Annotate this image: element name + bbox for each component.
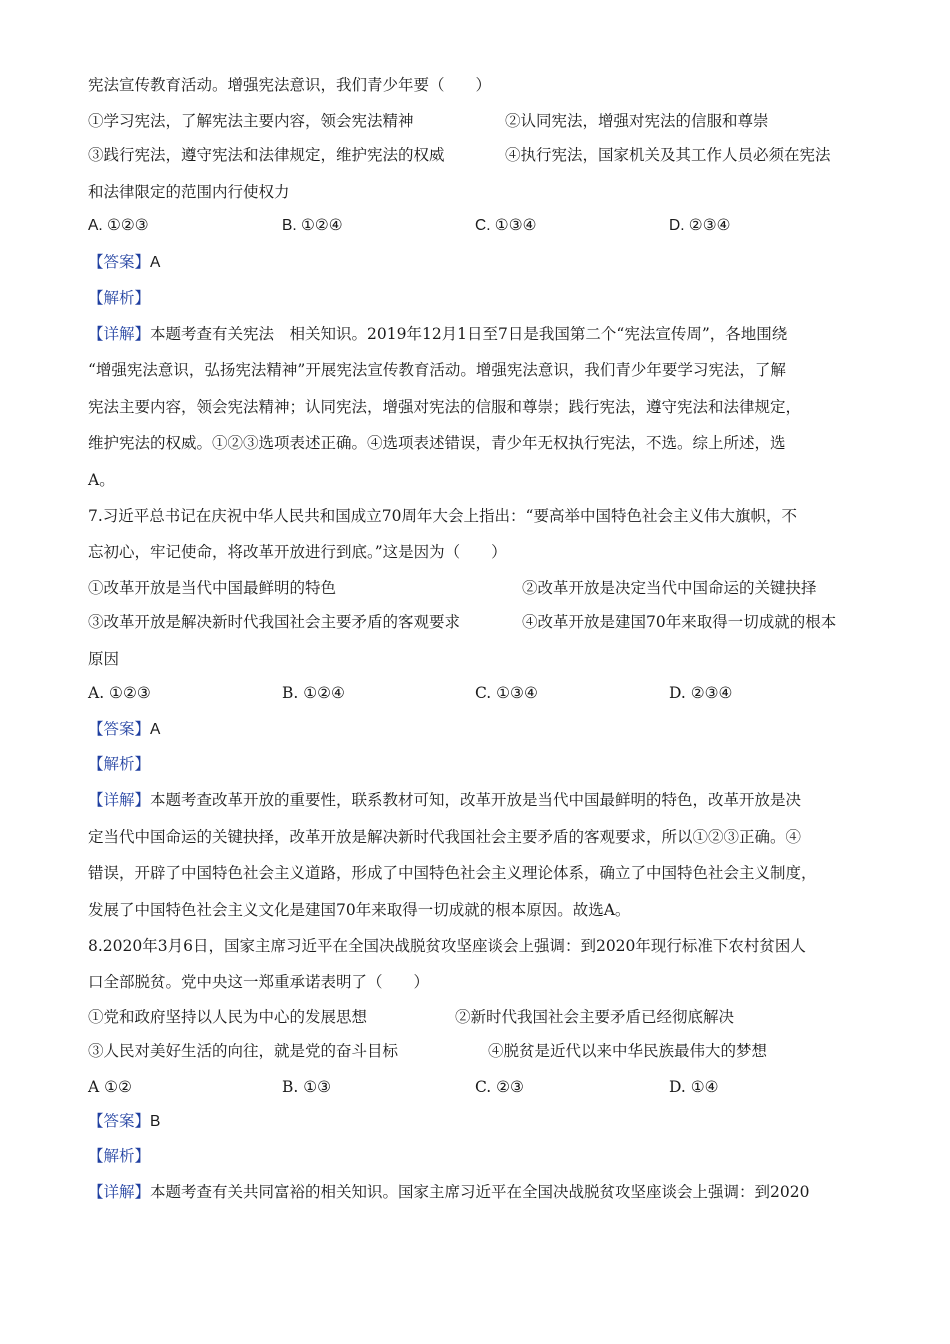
q7-statement-2: ②改革开放是决定当代中国命运的关键抉择	[522, 579, 817, 597]
q6-statement-2: ②认同宪法，增强对宪法的信服和尊崇	[505, 112, 769, 130]
q6-option-d: D. ②③④	[669, 217, 731, 234]
q8-analysis-tag: 【解析】	[88, 1147, 151, 1165]
q6-detail-line-1: 【详解】本题考查有关宪法 相关知识。2019年12月1日至7日是我国第二个“宪法宣传周”，各地围绕	[88, 325, 788, 343]
answer-tag: 【答案】	[88, 720, 151, 738]
q8-option-d: D. ①④	[669, 1078, 719, 1096]
q7-detail-line-3: 错误，开辟了中国特色社会主义道路，形成了中国特色社会主义理论体系，确立了中国特色社会主义制度，	[88, 864, 817, 882]
q6-statement-1: ①学习宪法，了解宪法主要内容，领会宪法精神	[88, 112, 414, 130]
answer-value: A	[150, 254, 161, 271]
q8-detail-line-1: 【详解】本题考查有关共同富裕的相关知识。国家主席习近平在全国决战脱贫攻坚座谈会上强调：到2020	[88, 1183, 810, 1201]
q7-statement-1: ①改革开放是当代中国最鲜明的特色	[88, 579, 337, 597]
q6-answer	[88, 251, 160, 274]
q8-stem-line-1: 8.2020年3月6日，国家主席习近平在全国决战脱贫攻坚座谈会上强调：到2020年现行标准下农村贫困人	[88, 937, 806, 955]
q8-option-b: B. ①③	[282, 1078, 332, 1096]
q7-statement-3: ③改革开放是解决新时代我国社会主要矛盾的客观要求	[88, 613, 461, 631]
q6-detail-line-2: “增强宪法意识，弘扬宪法精神”开展宪法宣传教育活动。增强宪法意识，我们青少年要学习宪法，了解	[88, 361, 786, 379]
q7-analysis-tag: 【解析】	[88, 755, 151, 773]
q6-option-b: B. ①②④	[282, 217, 343, 234]
q6-option-c: C. ①③④	[475, 217, 537, 234]
q7-detail-line-2: 定当代中国命运的关键抉择，改革开放是解决新时代我国社会主要矛盾的客观要求，所以①②③正确。④	[88, 828, 802, 846]
q7-detail-line-1: 【详解】本题考查改革开放的重要性，联系教材可知，改革开放是当代中国最鲜明的特色，改革开放是决	[88, 791, 802, 809]
q8-statement-4: ④脱贫是近代以来中华民族最伟大的梦想	[488, 1042, 768, 1060]
q8-statement-3: ③人民对美好生活的向往，就是党的奋斗目标	[88, 1042, 399, 1060]
q7-statement-4-cont: 原因	[88, 650, 120, 668]
q6-analysis-tag: 【解析】	[88, 289, 151, 307]
q8-option-c: C. ②③	[475, 1078, 524, 1096]
q7-stem-line-2: 忘初心，牢记使命，将改革开放进行到底。”这是因为（ ）	[88, 543, 507, 561]
q6-detail-line-4: 维护宪法的权威。①②③选项表述正确。④选项表述错误，青少年无权执行宪法，不选。综上所述，选	[88, 434, 786, 452]
q6-statement-3: ③践行宪法，遵守宪法和法律规定，维护宪法的权威	[88, 146, 445, 164]
answer-value: B	[150, 1113, 161, 1130]
q7-option-d: D. ②③④	[669, 684, 733, 702]
q7-stem-line-1: 7.习近平总书记在庆祝中华人民共和国成立70周年大会上指出：“要高举中国特色社会主义伟大旗帜，不	[88, 507, 797, 525]
q8-statement-2: ②新时代我国社会主要矛盾已经彻底解决	[455, 1008, 735, 1026]
q7-detail-line-4: 发展了中国特色社会主义文化是建国70年来取得一切成就的根本原因。故选A。	[88, 901, 631, 919]
answer-tag: 【答案】	[88, 1112, 151, 1130]
q7-answer	[88, 718, 160, 741]
q7-option-a: A. ①②③	[88, 684, 151, 702]
q8-statement-1: ①党和政府坚持以人民为中心的发展思想	[88, 1008, 368, 1026]
q8-stem-line-2: 口全部脱贫。党中央这一郑重承诺表明了（ ）	[88, 973, 430, 991]
q6-statement-4: ④执行宪法，国家机关及其工作人员必须在宪法	[505, 146, 831, 164]
detail-tag: 【详解】	[88, 325, 151, 343]
q6-option-a: A. ①②③	[88, 217, 149, 234]
q8-answer	[88, 1110, 160, 1133]
q7-option-b: B. ①②④	[282, 684, 345, 702]
detail-tag: 【详解】	[88, 1183, 151, 1201]
answer-value: A	[150, 721, 161, 738]
q6-detail-line-5: A。	[88, 471, 115, 489]
q6-statement-4-cont: 和法律限定的范围内行使权力	[88, 183, 290, 201]
answer-tag: 【答案】	[88, 253, 151, 271]
q7-statement-4: ④改革开放是建国70年来取得一切成就的根本	[522, 613, 837, 631]
q6-stem: 宪法宣传教育活动。增强宪法意识，我们青少年要（ ）	[88, 76, 492, 94]
q7-option-c: C. ①③④	[475, 684, 538, 702]
q6-detail-line-3: 宪法主要内容，领会宪法精神；认同宪法，增强对宪法的信服和尊崇；践行宪法，遵守宪法和法律规定，	[88, 398, 802, 416]
detail-tag: 【详解】	[88, 791, 151, 809]
q8-option-a: A ①②	[88, 1078, 132, 1096]
